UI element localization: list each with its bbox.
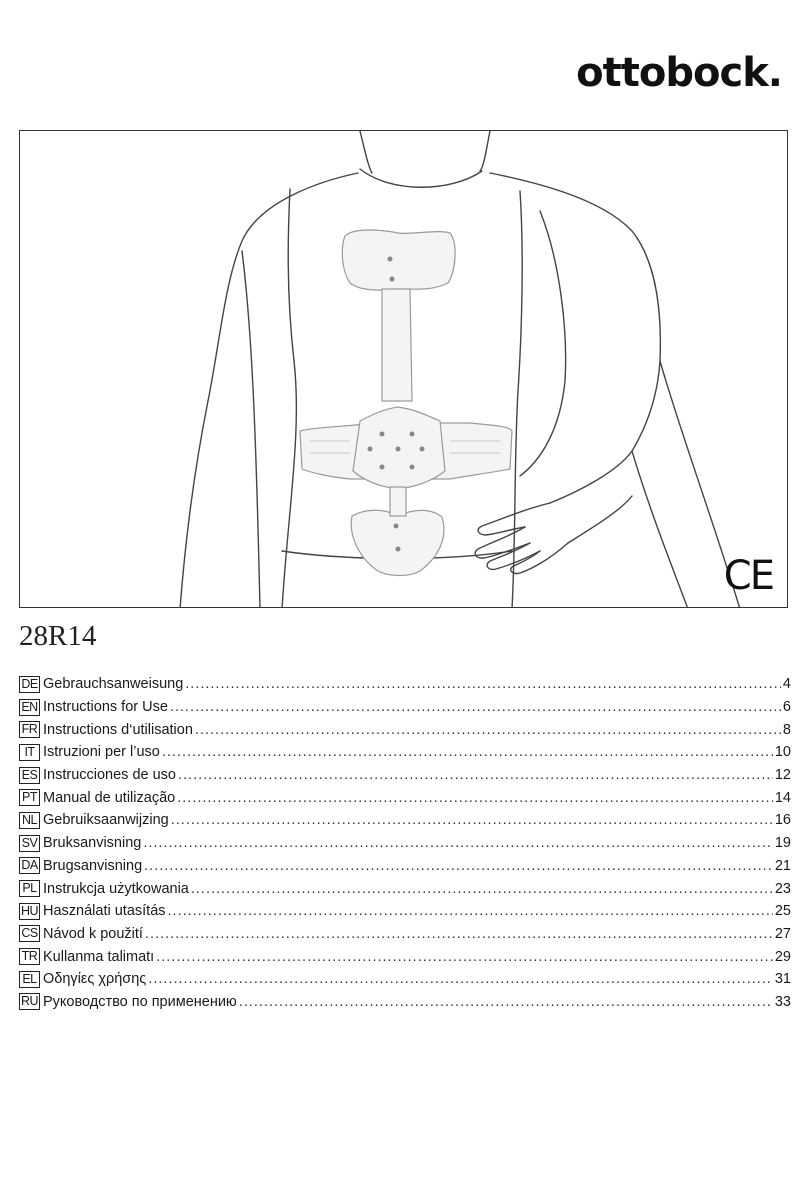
- language-code: SV: [19, 835, 40, 852]
- dot-leader: [177, 790, 773, 806]
- language-code: PL: [19, 880, 40, 897]
- toc-item-el[interactable]: [19, 968, 791, 991]
- language-code: FR: [19, 721, 40, 738]
- toc-item-tr[interactable]: [19, 945, 791, 968]
- language-code: DE: [19, 676, 40, 693]
- toc-page: 33: [774, 993, 791, 1010]
- language-code: DA: [19, 857, 40, 874]
- product-illustration: [19, 130, 788, 608]
- language-code: CS: [19, 925, 40, 942]
- language-code: TR: [19, 948, 40, 965]
- language-code: EL: [19, 971, 40, 988]
- toc-title: Kullanma talimatı: [43, 948, 155, 965]
- toc-title: Руководство по применению: [43, 993, 237, 1010]
- toc-page: 10: [774, 744, 791, 761]
- toc-title: Instrukcja użytkowania: [43, 880, 189, 897]
- toc-page: 16: [774, 812, 791, 829]
- toc-item-it[interactable]: [19, 741, 791, 764]
- toc-page: 8: [782, 721, 791, 738]
- dot-leader: [191, 881, 773, 897]
- dot-leader: [185, 676, 781, 692]
- language-code: NL: [19, 812, 40, 829]
- dot-leader: [145, 926, 773, 942]
- dot-leader: [156, 949, 773, 965]
- toc-item-es[interactable]: [19, 764, 791, 787]
- toc-page: 4: [782, 676, 791, 693]
- dot-leader: [143, 835, 773, 851]
- toc-title: Bruksanvisning: [43, 835, 142, 852]
- dot-leader: [148, 971, 773, 987]
- dot-leader: [162, 744, 773, 760]
- ce-mark: CE: [723, 553, 773, 599]
- toc-title: Brugsanvisning: [43, 857, 143, 874]
- toc-page: 6: [782, 699, 791, 716]
- dot-leader: [239, 994, 773, 1010]
- dot-leader: [171, 812, 773, 828]
- toc-title: Gebruiksaanwijzing: [43, 812, 169, 829]
- dot-leader: [195, 722, 781, 738]
- toc-item-en[interactable]: [19, 696, 791, 719]
- toc-title: Gebrauchsanweisung: [43, 676, 184, 693]
- toc-item-sv[interactable]: [19, 832, 791, 855]
- toc-item-fr[interactable]: [19, 718, 791, 741]
- toc-page: 25: [774, 903, 791, 920]
- language-code: PT: [19, 789, 40, 806]
- toc-page: 21: [774, 857, 791, 874]
- toc-title: Istruzioni per l’uso: [43, 744, 160, 761]
- toc-item-pl[interactable]: [19, 877, 791, 900]
- toc-title: Instructions for Use: [43, 699, 168, 716]
- product-model: 28R14: [19, 620, 97, 652]
- language-code: RU: [20, 994, 39, 1009]
- toc-title: Οδηγίες χρήσης: [43, 971, 147, 988]
- toc-title: Instrucciones de uso: [43, 767, 176, 784]
- toc-item-ru[interactable]: [19, 991, 791, 1014]
- toc-title: Manual de utilização: [43, 789, 176, 806]
- brand-logo: ottobock.: [576, 50, 782, 96]
- toc-page: 27: [774, 925, 791, 942]
- dot-leader: [170, 699, 781, 715]
- language-code: EN: [19, 699, 40, 716]
- dot-leader: [178, 767, 773, 783]
- toc-item-pt[interactable]: [19, 786, 791, 809]
- language-code: HU: [20, 903, 39, 918]
- torso-brace-drawing: [20, 131, 788, 608]
- toc-item-nl[interactable]: [19, 809, 791, 832]
- toc-title: Návod k použití: [43, 925, 143, 942]
- dot-leader: [168, 903, 773, 919]
- toc-title: Használati utasítás: [43, 903, 166, 920]
- table-of-contents: [19, 673, 791, 1013]
- toc-page: 19: [774, 835, 791, 852]
- toc-item-hu[interactable]: [19, 900, 791, 923]
- toc-page: 31: [774, 971, 791, 988]
- toc-item-cs[interactable]: [19, 923, 791, 946]
- toc-page: 29: [774, 948, 791, 965]
- toc-page: 23: [774, 880, 791, 897]
- toc-item-de[interactable]: [19, 673, 791, 696]
- language-code: IT: [19, 744, 40, 761]
- toc-page: 12: [774, 767, 791, 784]
- toc-item-da[interactable]: [19, 855, 791, 878]
- toc-page: 14: [774, 789, 791, 806]
- language-code: ES: [19, 767, 40, 784]
- dot-leader: [144, 858, 773, 874]
- toc-title: Instructions d‘utilisation: [43, 721, 193, 738]
